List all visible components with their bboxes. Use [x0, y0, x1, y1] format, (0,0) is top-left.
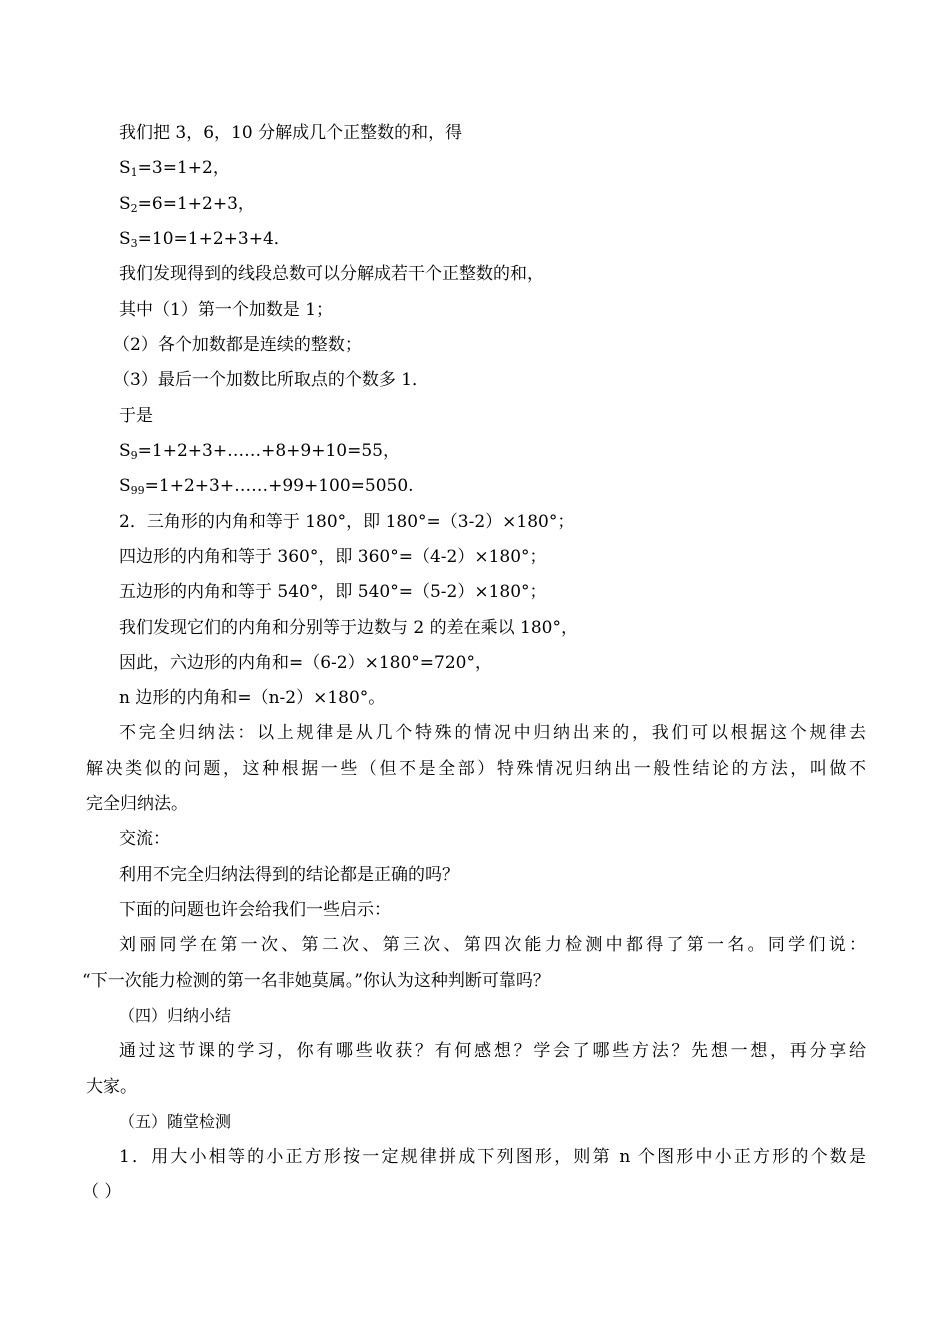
- subscript: 9: [130, 449, 138, 462]
- text-line: 2．三角形的内角和等于 180°，即 180°=（3-2）×180°；: [119, 512, 575, 532]
- formula-s99: $S_{99}=1+2+3+\dots\dots+99+100=5050$.: [119, 476, 414, 497]
- formula-text: =3=1+2，: [137, 158, 230, 178]
- text-line: 因此，六边形的内角和=（6-2）×180°=720°，: [119, 653, 493, 673]
- section-heading: （五）随堂检测: [119, 1112, 232, 1131]
- formula-s9: $S_9=1+2+3+\dots\dots+8+9+10=55$，: [119, 441, 400, 462]
- subscript: 3: [130, 237, 138, 250]
- paragraph-line: 通过这节课的学习，你有哪些收获？有何感想？学会了哪些方法？先想一想，再分享给: [119, 1041, 866, 1061]
- formula-s2: $S_2=6=1+2+3$，: [119, 194, 255, 215]
- text-line: （2）各个加数都是连续的整数；: [113, 335, 362, 355]
- formula-text: =6=1+2+3，: [137, 194, 255, 214]
- text-line: 下面的问题也许会给我们一些启示：: [119, 900, 391, 920]
- subscript: 2: [130, 202, 138, 215]
- section-heading: （四）归纳小结: [119, 1006, 232, 1025]
- paragraph-line: 解决类似的问题，这种根据一些（但不是全部）特殊情况归纳出一般性结论的方法，叫做不: [86, 759, 866, 779]
- answer-blank: （ ）: [82, 1182, 122, 1202]
- paragraph-line: “下一次能力检测的第一名非她莫属。”你认为这种判断可靠吗？: [82, 971, 550, 991]
- paragraph-line: 大家。: [86, 1077, 137, 1097]
- text-line: 四边形的内角和等于 360°，即 360°=（4-2）×180°；: [119, 547, 547, 567]
- formula-s1: $S_1=3=1+2$，: [119, 158, 230, 179]
- formula-text: =1+2+3+……+99+100=5050.: [144, 476, 414, 496]
- text-line: 我们把 3，6，10 分解成几个正整数的和，得: [119, 123, 463, 143]
- text-line: 交流：: [119, 829, 170, 849]
- question-line: 1．用大小相等的小正方形按一定规律拼成下列图形，则第 n 个图形中小正方形的个数是: [119, 1147, 866, 1167]
- text-line: 我们发现得到的线段总数可以分解成若干个正整数的和，: [119, 264, 544, 284]
- text-line: 其中（1）第一个加数是 1；: [119, 300, 334, 320]
- subscript: 1: [130, 166, 138, 179]
- formula-text: =1+2+3+……+8+9+10=55，: [137, 441, 400, 461]
- text-line: 我们发现它们的内角和分别等于边数与 2 的差在乘以 180°，: [119, 618, 578, 638]
- subscript: 99: [130, 484, 145, 497]
- text-line: 五边形的内角和等于 540°，即 540°=（5-2）×180°；: [119, 582, 547, 602]
- paragraph-line: 不完全归纳法：以上规律是从几个特殊的情况中归纳出来的，我们可以根据这个规律去: [119, 723, 866, 743]
- formula-s3: $S_3=10=1+2+3+4$．: [119, 229, 291, 250]
- text-line: 利用不完全归纳法得到的结论都是正确的吗？: [119, 865, 459, 885]
- paragraph-line: 完全归纳法。: [86, 794, 188, 814]
- text-line: 于是: [119, 406, 153, 426]
- paragraph-line: 刘丽同学在第一次、第二次、第三次、第四次能力检测中都得了第一名。同学们说：: [119, 935, 866, 955]
- formula-text: =10=1+2+3+4．: [137, 229, 291, 249]
- text-line: n 边形的内角和=（n-2）×180°。: [119, 688, 386, 708]
- text-line: （3）最后一个加数比所取点的个数多 1．: [113, 370, 430, 390]
